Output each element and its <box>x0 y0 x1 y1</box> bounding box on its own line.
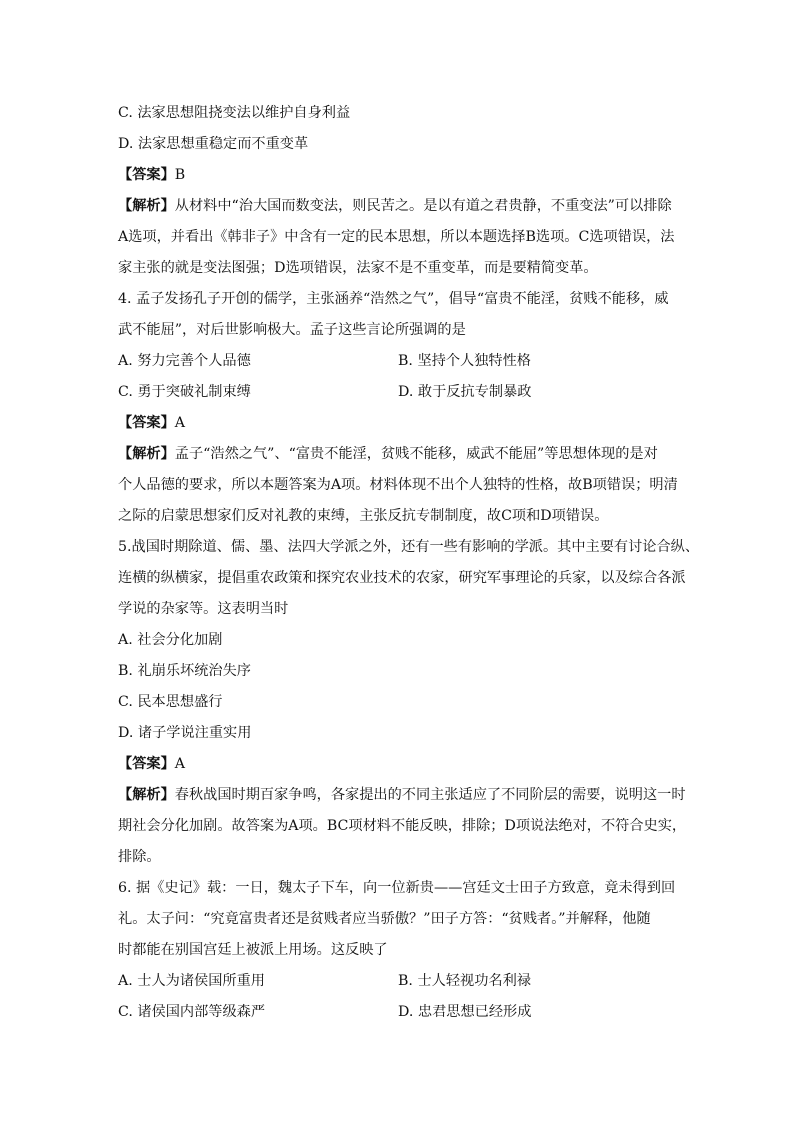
q4-answer <box>118 408 678 439</box>
q6-option-b: B. 士人轻视功名利禄 <box>398 973 531 989</box>
q6-stem-line-3: 时都能在别国宫廷上被派上用场。这反映了 <box>118 942 388 958</box>
q4-option-b: B. 坚持个人独特性格 <box>398 353 531 369</box>
answer-value: A <box>174 756 186 772</box>
analysis-tag: 【解析】 <box>118 198 175 214</box>
answer-tag: 【答案】 <box>118 167 175 183</box>
q6-stem-line-1: 6. 据《史记》载：一日，魏太子下车，向一位新贵——宫廷文士田子方致意，竟未得到回 <box>118 880 676 896</box>
q4-stem-line-2: 武不能屈”，对后世影响极大。孟子这些言论所强调的是 <box>118 322 466 338</box>
document-page <box>118 98 700 1028</box>
q5-stem-line-1: 5.战国时期除道、儒、墨、法四大学派之外，还有一些有影响的学派。其中主要有讨论合纵、 <box>118 539 700 555</box>
q3-analysis-line-2: A选项，并看出《韩非子》中含有一定的民本思想，所以本题选择B选项。C选项错误，法 <box>118 229 675 245</box>
answer-value: A <box>174 415 186 431</box>
q4-stem-line-1: 4. 孟子发扬孔子开创的儒学，主张涵养“浩然之气”，倡导“富贵不能淫，贫贱不能移，威 <box>118 291 669 307</box>
analysis-tag: 【解析】 <box>118 787 175 803</box>
q5-option-a: A. 社会分化加剧 <box>118 632 223 648</box>
q3-option-c: C. 法家思想阻挠变法以维护自身利益 <box>118 105 351 121</box>
q4-analysis-line-2: 个人品德的要求，所以本题答案为A项。材料体现不出个人独特的性格，故B项错误；明清 <box>118 477 678 493</box>
q4-options-row-2 <box>118 377 678 408</box>
q4-options-row-1 <box>118 346 678 377</box>
answer-tag: 【答案】 <box>118 756 175 772</box>
q6-options-row-2 <box>118 997 678 1028</box>
analysis-tag: 【解析】 <box>118 446 175 462</box>
q4-analysis-line-3: 之际的启蒙思想家们反对礼教的束缚，主张反抗专制制度，故C项和D项错误。 <box>118 508 609 524</box>
answer-value: B <box>174 167 186 183</box>
q6-options-row-1 <box>118 966 678 997</box>
q3-analysis-line-3: 家主张的就是变法图强；D选项错误，法家不是不重变革，而是要精简变革。 <box>118 260 598 276</box>
q6-option-c: C. 诸侯国内部等级森严 <box>118 1004 266 1020</box>
q4-option-d: D. 敢于反抗专制暴政 <box>398 384 532 400</box>
q5-analysis-line-3: 排除。 <box>118 849 161 865</box>
q5-answer <box>118 749 678 780</box>
q5-option-c: C. 民本思想盛行 <box>118 694 223 710</box>
q3-answer <box>118 160 678 191</box>
q6-stem-line-2: 礼。太子问：“究竟富贵者还是贫贱者应当骄傲？”田子方答：“贫贱者。”并解释，他随 <box>118 911 651 927</box>
analysis-text: 从材料中“治大国而数变法，则民苦之。是以有道之君贵静，不重变法”可以排除 <box>174 198 672 214</box>
q4-option-c: C. 勇于突破礼制束缚 <box>118 384 251 400</box>
q5-analysis-line-1 <box>118 780 686 811</box>
q3-analysis-line-1 <box>118 191 678 222</box>
q3-option-d: D. 法家思想重稳定而不重变革 <box>118 136 309 152</box>
q4-analysis-line-1 <box>118 439 678 470</box>
answer-tag: 【答案】 <box>118 415 175 431</box>
q5-option-b: B. 礼崩乐坏统治失序 <box>118 663 251 679</box>
q5-option-d: D. 诸子学说注重实用 <box>118 725 252 741</box>
q5-analysis-line-2: 期社会分化加剧。故答案为A项。BC项材料不能反映，排除；D项说法绝对，不符合史实， <box>118 818 687 834</box>
analysis-text: 春秋战国时期百家争鸣，各家提出的不同主张适应了不同阶层的需要，说明这一时 <box>174 787 686 803</box>
q5-stem-line-2: 连横的纵横家，提倡重农政策和探究农业技术的农家，研究军事理论的兵家，以及综合各派 <box>118 570 686 586</box>
q4-option-a: A. 努力完善个人品德 <box>118 353 251 369</box>
analysis-text: 孟子“浩然之气”、“富贵不能淫，贫贱不能移，威武不能屈”等思想体现的是对 <box>174 446 658 462</box>
q5-stem-line-3: 学说的杂家等。这表明当时 <box>118 601 289 617</box>
q6-option-d: D. 忠君思想已经形成 <box>398 1004 532 1020</box>
q6-option-a: A. 士人为诸侯国所重用 <box>118 973 265 989</box>
